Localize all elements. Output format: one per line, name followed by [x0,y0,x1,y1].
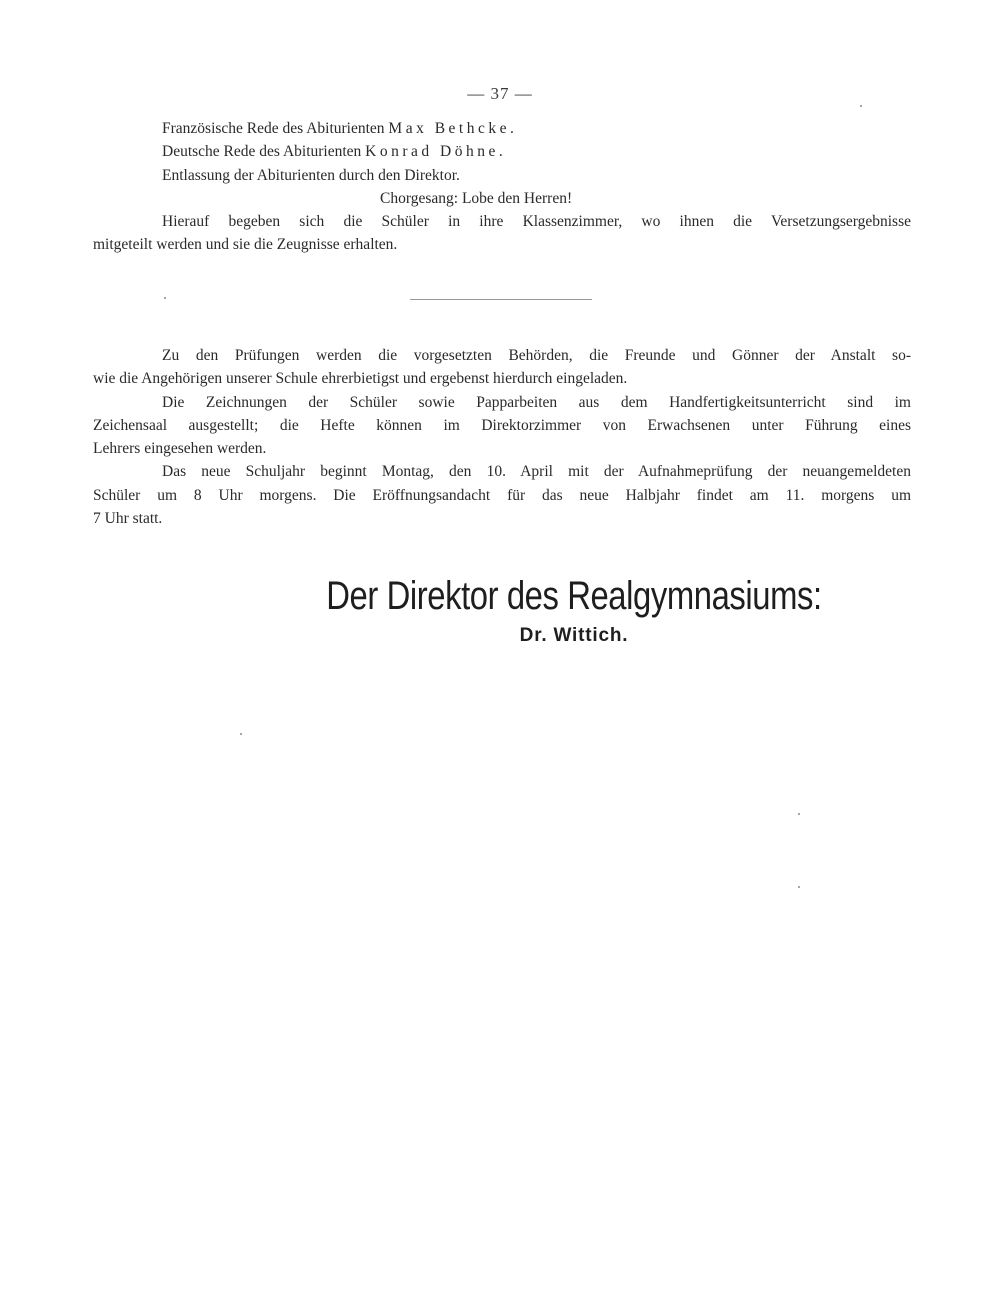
speaker-name-1: Max Bethcke [388,120,510,137]
program-section [93,117,911,257]
program-line-5: Hierauf begeben sich die Schüler in ihre Klassenzimmer, wo ihnen die Versetzungsergebnisse [162,213,911,231]
program-line-1-text: Französische Rede des Abiturienten [162,120,389,137]
program-line-2 [93,140,911,163]
page-number: — 37 — [467,84,533,103]
paper-speck [798,813,800,815]
invitation-p2-line-2: Zeichensaal ausgestellt; die Hefte können im Direktorzimmer von Erwachsenen unter Führung eines [93,416,911,434]
paper-speck [798,886,800,888]
paper-speck [860,105,862,107]
program-line-2-text: Deutsche Rede des Abiturienten [162,143,366,161]
program-line-6: mitgeteilt werden und sie die Zeugnisse erhalten. [93,236,398,254]
invitation-section [93,344,911,530]
invitation-p3-line-1: Das neue Schuljahr beginnt Montag, den 10. April mit der Aufnahmeprüfung der neuangemeldeten [162,463,911,481]
program-line-3: Entlassung der Abiturienten durch den Direktor. [162,166,460,184]
invitation-p3-line-3: 7 Uhr statt. [93,510,163,528]
section-divider [410,299,592,300]
paper-speck [164,297,166,299]
invitation-p2-line-1: Die Zeichnungen der Schüler sowie Papparbeiten aus dem Handfertigkeitsunterricht sind im [162,393,911,411]
invitation-p3-line-2: Schüler um 8 Uhr morgens. Die Eröffnungsandacht für das neue Halbjahr findet am 11. morgens um [93,486,911,504]
program-line-1 [93,117,911,140]
invitation-p1-line-2: wie die Angehörigen unserer Schule ehrerbietigst und ergebenst hierdurch eingeladen. [93,370,628,388]
speaker-name-2: Konrad Döhne [365,143,499,161]
program-line-4: Chorgesang: Lobe den Herren! [380,189,573,207]
program-line-1-end: . [510,120,514,137]
invitation-p2-line-3: Lehrers eingesehen werden. [93,440,267,458]
program-line-2-end: . [498,143,503,161]
invitation-p1-line-1: Zu den Prüfungen werden die vorgesetzten Behörden, die Freunde und Gönner der Anstalt so- [162,347,911,364]
signature-name: Dr. Wittich. [519,625,629,646]
signature-title: Der Direktor des Realgymnasiums: [326,574,822,618]
paper-speck [240,733,242,735]
